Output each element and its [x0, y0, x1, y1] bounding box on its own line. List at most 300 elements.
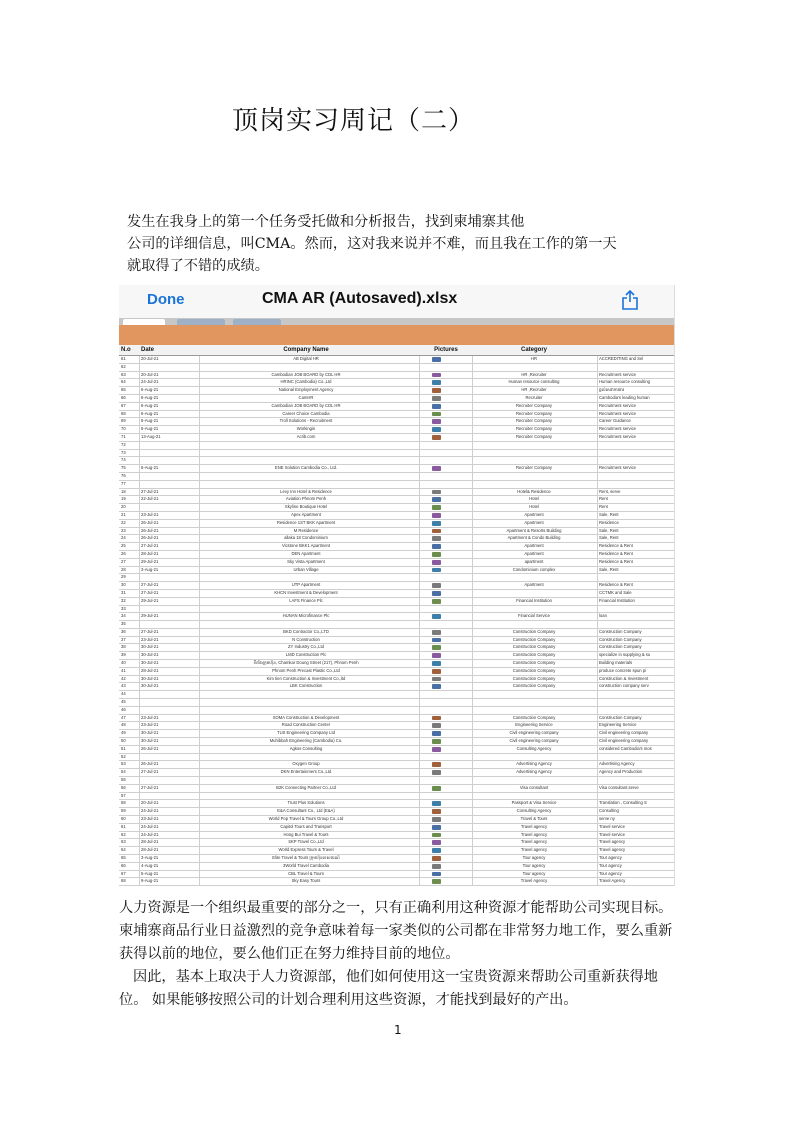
- table-row[interactable]: [119, 504, 674, 512]
- table-cell[interactable]: 64: [121, 379, 126, 385]
- table-cell[interactable]: DKN Entertainment Co.,Ltd: [280, 769, 332, 775]
- table-row[interactable]: [119, 582, 674, 590]
- table-cell[interactable]: Rent: [599, 504, 608, 510]
- table-cell[interactable]: 26: [121, 550, 126, 556]
- table-cell[interactable]: 66: [121, 862, 126, 868]
- table-cell[interactable]: [201, 621, 411, 628]
- table-cell[interactable]: Civil engineering company: [509, 738, 559, 744]
- table-row[interactable]: [119, 598, 674, 606]
- table-row[interactable]: [119, 652, 674, 660]
- table-cell[interactable]: 36: [121, 628, 126, 634]
- table-cell[interactable]: Recruitment service: [599, 402, 637, 408]
- table-cell[interactable]: 4-Aug-21: [141, 862, 159, 868]
- table-cell[interactable]: 6-Aug-21: [141, 410, 159, 416]
- table-cell[interactable]: [141, 504, 181, 511]
- table-cell[interactable]: Oxygen Group: [292, 761, 320, 767]
- table-cell[interactable]: 30-Jul-21: [141, 683, 159, 689]
- table-cell[interactable]: Apartment: [524, 550, 544, 556]
- table-cell[interactable]: World Express Tours & Travel: [278, 847, 334, 853]
- table-cell[interactable]: Tour agency: [599, 870, 622, 876]
- table-cell[interactable]: Apex Apartment: [291, 511, 321, 517]
- table-cell[interactable]: 3World Travel Cambodia: [282, 862, 329, 868]
- table-cell[interactable]: [474, 473, 594, 480]
- table-row[interactable]: [119, 777, 674, 785]
- table-cell[interactable]: 30-Jul-21: [141, 730, 159, 736]
- table-cell[interactable]: Construction Company: [512, 652, 556, 658]
- table-cell[interactable]: [474, 364, 594, 371]
- table-cell[interactable]: [141, 364, 181, 371]
- table-cell[interactable]: 27-Jul-21: [141, 488, 159, 494]
- table-row[interactable]: [119, 465, 674, 473]
- table-cell[interactable]: Road Construction Center: [281, 722, 331, 728]
- table-cell[interactable]: Construction & Investment: [599, 675, 649, 681]
- table-cell[interactable]: [201, 457, 411, 464]
- column-header[interactable]: Category: [520, 347, 547, 353]
- table-cell[interactable]: 67: [121, 870, 126, 876]
- table-cell[interactable]: 66: [121, 394, 126, 400]
- table-cell[interactable]: Residence & Rent: [599, 582, 633, 588]
- table-cell[interactable]: 60: [121, 816, 126, 822]
- table-row[interactable]: [119, 372, 674, 380]
- table-row[interactable]: [119, 621, 674, 629]
- table-cell[interactable]: 30-Jul-21: [141, 644, 159, 650]
- table-cell[interactable]: [201, 364, 411, 371]
- table-cell[interactable]: Residence & Rent: [599, 558, 633, 564]
- table-cell[interactable]: 48: [121, 722, 126, 728]
- table-cell[interactable]: [201, 606, 411, 613]
- table-cell[interactable]: 29-Jul-21: [141, 597, 159, 603]
- table-cell[interactable]: [474, 621, 594, 628]
- table-cell[interactable]: ACCREDITING and Sel: [599, 356, 644, 361]
- table-cell[interactable]: Tour agency: [522, 862, 546, 868]
- table-cell[interactable]: M Residence: [293, 527, 319, 533]
- table-row[interactable]: [119, 559, 674, 567]
- column-header[interactable]: Company Name: [283, 347, 329, 353]
- table-row[interactable]: [119, 878, 674, 886]
- table-cell[interactable]: Phnom Penh Precast Plastic Co.,Ltd: [272, 667, 340, 673]
- table-cell[interactable]: [599, 457, 674, 464]
- table-row[interactable]: [119, 808, 674, 816]
- table-cell[interactable]: Advertising Agency: [599, 761, 635, 767]
- table-row[interactable]: [119, 411, 674, 419]
- table-cell[interactable]: 30-Jul-21: [141, 675, 159, 681]
- table-row[interactable]: [119, 800, 674, 808]
- table-row[interactable]: [119, 832, 674, 840]
- table-cell[interactable]: 71: [121, 433, 126, 439]
- table-row[interactable]: [119, 551, 674, 559]
- table-cell[interactable]: 30: [121, 582, 126, 588]
- table-cell[interactable]: 27: [121, 558, 126, 564]
- table-cell[interactable]: 18: [121, 488, 126, 494]
- table-cell[interactable]: Skyline Boutique Hotel: [284, 504, 328, 510]
- table-cell[interactable]: Levy Inn Hotel & Residence: [280, 488, 332, 494]
- table-row[interactable]: [119, 379, 674, 387]
- table-cell[interactable]: Travel service: [599, 831, 625, 837]
- table-cell[interactable]: Civil engineering company: [599, 730, 649, 736]
- table-cell[interactable]: 26-Jul-21: [141, 519, 159, 525]
- table-cell[interactable]: 28-Jul-21: [141, 839, 159, 845]
- table-cell[interactable]: Travel agency: [520, 831, 548, 837]
- table-cell[interactable]: Civil engineering company: [509, 730, 559, 736]
- table-cell[interactable]: National Employment Agency: [278, 387, 334, 393]
- table-row[interactable]: [119, 520, 674, 528]
- table-cell[interactable]: Recruitment service: [599, 371, 637, 377]
- table-cell[interactable]: 47: [121, 714, 126, 720]
- table-cell[interactable]: 27-Jul-21: [141, 589, 159, 595]
- table-cell[interactable]: 6-Aug-21: [141, 465, 159, 471]
- table-row[interactable]: [119, 793, 674, 801]
- table-cell[interactable]: 77: [121, 480, 126, 486]
- table-row[interactable]: [119, 543, 674, 551]
- table-cell[interactable]: 61: [121, 356, 126, 361]
- table-cell[interactable]: [474, 777, 594, 784]
- table-cell[interactable]: 26-Jul-21: [141, 535, 159, 541]
- table-cell[interactable]: ទីតាំងក្រុមហ៊ុន, Chamkar Doung Street (217), Phnom Penh: [253, 660, 359, 666]
- table-cell[interactable]: [141, 457, 181, 464]
- table-cell[interactable]: Recruitment service: [599, 426, 637, 432]
- table-row[interactable]: [119, 863, 674, 871]
- table-cell[interactable]: Travel Agency: [520, 878, 548, 884]
- table-cell[interactable]: [141, 754, 181, 761]
- table-cell[interactable]: 52: [121, 753, 126, 759]
- table-cell[interactable]: AB Digital HR: [293, 356, 319, 361]
- table-cell[interactable]: [599, 621, 674, 628]
- table-cell[interactable]: SOMA Construction & Development: [272, 714, 340, 720]
- table-cell[interactable]: 6-Aug-21: [141, 418, 159, 424]
- table-cell[interactable]: ផ្តល់សេវាការងារ: [599, 387, 625, 393]
- table-cell[interactable]: 24-Jul-21: [141, 823, 159, 829]
- table-cell[interactable]: [474, 754, 594, 761]
- table-row[interactable]: [119, 606, 674, 614]
- table-cell[interactable]: [141, 707, 181, 714]
- table-cell[interactable]: 39: [121, 652, 126, 658]
- table-cell[interactable]: Troll Solutions - Recruitment: [279, 418, 333, 424]
- table-cell[interactable]: Agency and Production: [599, 769, 643, 775]
- table-cell[interactable]: Construction Company: [512, 714, 556, 720]
- table-cell[interactable]: HR ,Recruiter: [521, 371, 547, 377]
- table-cell[interactable]: Elite Travel & Tours ក្រុមហ៊ុនទេសចរណ៍: [272, 855, 340, 860]
- table-row[interactable]: [119, 434, 674, 442]
- table-cell[interactable]: 59: [121, 808, 126, 814]
- table-cell[interactable]: [201, 793, 411, 800]
- table-cell[interactable]: Residence & Rent: [599, 550, 633, 556]
- table-cell[interactable]: [599, 691, 674, 698]
- table-cell[interactable]: Financial Service: [518, 613, 550, 619]
- table-cell[interactable]: 23-Jul-21: [141, 511, 159, 517]
- table-cell[interactable]: Tour agency: [522, 855, 546, 860]
- table-cell[interactable]: 70: [121, 426, 126, 432]
- table-cell[interactable]: 27-Jul-21: [141, 582, 159, 588]
- table-cell[interactable]: [474, 606, 594, 613]
- table-row[interactable]: [119, 746, 674, 754]
- table-cell[interactable]: Career Choice Cambodia: [282, 410, 330, 416]
- table-cell[interactable]: Travel agency: [599, 839, 626, 845]
- table-cell[interactable]: 73: [121, 449, 126, 455]
- table-cell[interactable]: 53: [121, 761, 126, 767]
- table-cell[interactable]: 13-Aug-21: [141, 433, 161, 439]
- table-row[interactable]: [119, 387, 674, 395]
- table-cell[interactable]: CamHR: [298, 394, 314, 400]
- table-cell[interactable]: [599, 473, 674, 480]
- table-cell[interactable]: 58: [121, 800, 126, 806]
- table-cell[interactable]: 72: [121, 441, 126, 447]
- table-cell[interactable]: 26-Jul-21: [141, 527, 159, 533]
- table-cell[interactable]: Sky Easy Tours: [291, 878, 321, 884]
- table-cell[interactable]: Construction Company: [599, 628, 642, 634]
- table-cell[interactable]: Recruiter Company: [515, 410, 553, 416]
- table-cell[interactable]: Travel agency: [520, 823, 548, 829]
- table-cell[interactable]: Travel & Tours: [520, 816, 548, 822]
- table-cell[interactable]: 19: [121, 496, 126, 502]
- table-cell[interactable]: Rent: [599, 496, 608, 502]
- table-cell[interactable]: DEN Apartment: [291, 550, 321, 556]
- table-cell[interactable]: Apartment: [524, 511, 544, 517]
- table-cell[interactable]: 24-Jul-21: [141, 831, 159, 837]
- table-cell[interactable]: [141, 699, 181, 706]
- column-header[interactable]: N.o: [121, 347, 131, 353]
- table-cell[interactable]: Cambodian JOB BOARD by CDL HR: [271, 402, 341, 408]
- table-cell[interactable]: 63: [121, 371, 126, 377]
- table-cell[interactable]: Recruitment service: [599, 410, 637, 416]
- table-row[interactable]: [119, 761, 674, 769]
- table-cell[interactable]: LBK Construction: [289, 683, 323, 689]
- table-row[interactable]: [119, 535, 674, 543]
- table-cell[interactable]: [201, 707, 411, 714]
- table-row[interactable]: [119, 395, 674, 403]
- table-cell[interactable]: 24-Jul-21: [141, 808, 159, 814]
- table-row[interactable]: [119, 356, 674, 364]
- table-cell[interactable]: [474, 793, 594, 800]
- table-cell[interactable]: considered Cambodia's mos: [599, 745, 652, 751]
- table-row[interactable]: [119, 691, 674, 699]
- table-cell[interactable]: CBL Travel & Tours: [288, 870, 324, 876]
- table-cell[interactable]: Construction Company: [599, 636, 642, 642]
- table-cell[interactable]: 23-Jul-21: [141, 722, 159, 728]
- table-row[interactable]: [119, 567, 674, 575]
- table-row[interactable]: [119, 450, 674, 458]
- table-cell[interactable]: 6-Aug-21: [141, 402, 159, 408]
- table-cell[interactable]: [201, 699, 411, 706]
- table-cell[interactable]: Aviation Phnom Penh: [285, 496, 327, 502]
- table-cell[interactable]: 23: [121, 527, 126, 533]
- table-cell[interactable]: [474, 481, 594, 488]
- table-cell[interactable]: 74: [121, 457, 126, 463]
- table-cell[interactable]: Residence 1ST BKK Apartment: [276, 519, 336, 525]
- table-cell[interactable]: Recruiter Company: [515, 402, 553, 408]
- table-row[interactable]: [119, 683, 674, 691]
- table-cell[interactable]: [599, 793, 674, 800]
- table-cell[interactable]: Recruiter: [525, 394, 543, 400]
- table-cell[interactable]: Advertising Agency: [516, 769, 552, 775]
- table-row[interactable]: [119, 754, 674, 762]
- table-cell[interactable]: 21: [121, 511, 126, 517]
- table-cell[interactable]: ZY Industry Co.,Ltd: [288, 644, 324, 650]
- table-cell[interactable]: [141, 606, 181, 613]
- table-cell[interactable]: 26-Jul-21: [141, 745, 159, 751]
- table-cell[interactable]: Hotel& Residence: [517, 488, 551, 494]
- table-cell[interactable]: Recruiter Company: [515, 426, 553, 432]
- table-cell[interactable]: Tour agency: [599, 862, 622, 868]
- table-row[interactable]: [119, 738, 674, 746]
- table-cell[interactable]: Civil engineering company: [599, 738, 649, 744]
- table-cell[interactable]: HUNAN Microfinance Plc: [282, 613, 330, 619]
- table-cell[interactable]: Rent, serve: [599, 488, 621, 494]
- table-cell[interactable]: 3-Aug-21: [141, 855, 159, 860]
- table-row[interactable]: [119, 816, 674, 824]
- table-cell[interactable]: HR ,Recruiter: [521, 387, 547, 393]
- table-cell[interactable]: CCTMK and Sale: [599, 589, 632, 595]
- table-cell[interactable]: 27-Jul-21: [141, 769, 159, 775]
- table-cell[interactable]: [141, 574, 181, 581]
- table-row[interactable]: [119, 824, 674, 832]
- table-cell[interactable]: 6-Aug-21: [141, 387, 159, 393]
- table-cell[interactable]: Building materials: [599, 660, 633, 666]
- table-cell[interactable]: Sky Vista Apartment: [287, 558, 325, 564]
- table-cell[interactable]: [599, 699, 674, 706]
- table-cell[interactable]: 24: [121, 535, 126, 541]
- table-cell[interactable]: 29-Jul-21: [141, 613, 159, 619]
- table-cell[interactable]: [201, 473, 411, 480]
- table-cell[interactable]: Travel agency: [520, 847, 548, 853]
- table-row[interactable]: [119, 660, 674, 668]
- table-cell[interactable]: Consulting Agency: [516, 745, 552, 751]
- table-row[interactable]: [119, 855, 674, 863]
- table-cell[interactable]: 63: [121, 839, 126, 845]
- table-cell[interactable]: Passport & Visa Service: [511, 800, 557, 806]
- table-cell[interactable]: 75: [121, 465, 126, 471]
- table-cell[interactable]: Recruiter Company: [515, 418, 553, 424]
- table-cell[interactable]: LAFS Finance Plc: [289, 597, 323, 603]
- table-row[interactable]: [119, 403, 674, 411]
- table-cell[interactable]: [599, 442, 674, 449]
- table-cell[interactable]: Urban Village: [293, 566, 319, 572]
- table-cell[interactable]: 28: [121, 566, 126, 572]
- table-row[interactable]: [119, 769, 674, 777]
- table-cell[interactable]: 9-Aug-21: [141, 878, 159, 884]
- table-cell[interactable]: 38: [121, 644, 126, 650]
- table-cell[interactable]: 23-Jul-21: [141, 714, 159, 720]
- table-cell[interactable]: Consulting Agency: [516, 808, 552, 814]
- table-row[interactable]: [119, 418, 674, 426]
- table-cell[interactable]: [599, 777, 674, 784]
- table-cell[interactable]: 28-Jul-21: [141, 550, 159, 556]
- table-cell[interactable]: Construction Company: [512, 667, 556, 673]
- table-cell[interactable]: [599, 574, 674, 581]
- table-cell[interactable]: 57: [121, 792, 126, 798]
- table-cell[interactable]: Agkos Consulting: [289, 745, 323, 751]
- table-cell[interactable]: Apartment: [524, 543, 544, 549]
- table-cell[interactable]: Financial Institution: [516, 597, 552, 603]
- table-cell[interactable]: 62: [121, 363, 126, 369]
- table-row[interactable]: [119, 481, 674, 489]
- table-cell[interactable]: [474, 574, 594, 581]
- table-row[interactable]: [119, 489, 674, 497]
- table-cell[interactable]: Construction Company: [512, 660, 556, 666]
- table-cell[interactable]: 28-Jul-21: [141, 667, 159, 673]
- table-cell[interactable]: Trust Plus Solutions: [287, 800, 325, 806]
- table-cell[interactable]: allaka 18 Condominium: [284, 535, 328, 541]
- table-cell[interactable]: 29-Jul-21: [141, 558, 159, 564]
- table-cell[interactable]: 43: [121, 683, 126, 689]
- table-cell[interactable]: SKP Travel Co.,Ltd: [288, 839, 324, 845]
- table-cell[interactable]: Acrib.com: [296, 433, 316, 439]
- table-cell[interactable]: 20-Jul-21: [141, 356, 159, 361]
- table-cell[interactable]: 35: [121, 621, 126, 627]
- column-header[interactable]: Date: [141, 347, 155, 353]
- table-cell[interactable]: 33: [121, 605, 126, 611]
- table-cell[interactable]: 6-Aug-21: [141, 426, 159, 432]
- table-cell[interactable]: Translation , Consulting S: [599, 800, 647, 806]
- table-cell[interactable]: 23-Jul-21: [141, 636, 159, 642]
- table-cell[interactable]: 32: [121, 597, 126, 603]
- table-cell[interactable]: Residence: [599, 519, 619, 525]
- table-cell[interactable]: Recruiter Company: [515, 433, 553, 439]
- table-row[interactable]: [119, 590, 674, 598]
- table-cell[interactable]: Consulting: [599, 808, 619, 814]
- table-cell[interactable]: Kim tien Construction & Investment Co.,ltd: [266, 675, 346, 681]
- table-cell[interactable]: Tour agency: [522, 870, 546, 876]
- table-cell[interactable]: [474, 590, 594, 597]
- table-cell[interactable]: 69: [121, 418, 126, 424]
- table-cell[interactable]: Travel Agency: [599, 878, 626, 884]
- table-cell[interactable]: [474, 699, 594, 706]
- table-cell[interactable]: Apartment: [524, 519, 544, 525]
- table-cell[interactable]: 41: [121, 667, 126, 673]
- table-row[interactable]: [119, 699, 674, 707]
- table-cell[interactable]: Engineering Service: [515, 722, 553, 728]
- table-row[interactable]: [119, 730, 674, 738]
- table-cell[interactable]: Construction Company: [512, 644, 556, 650]
- table-cell[interactable]: [141, 793, 181, 800]
- column-header[interactable]: [599, 345, 674, 355]
- table-row[interactable]: [119, 496, 674, 504]
- table-cell[interactable]: 45: [121, 699, 126, 705]
- table-row[interactable]: [119, 847, 674, 855]
- table-row[interactable]: [119, 457, 674, 465]
- table-cell[interactable]: [141, 777, 181, 784]
- table-cell[interactable]: [201, 481, 411, 488]
- table-row[interactable]: [119, 871, 674, 879]
- table-cell[interactable]: Construction Company: [599, 644, 642, 650]
- table-cell[interactable]: 54: [121, 769, 126, 775]
- table-cell[interactable]: BKD Contractor Co.,LTD: [283, 628, 329, 634]
- table-cell[interactable]: 20: [121, 504, 126, 510]
- table-cell[interactable]: Tour agency: [599, 855, 622, 860]
- table-cell[interactable]: 30-Jul-21: [141, 652, 159, 658]
- table-cell[interactable]: Construction Company: [512, 628, 556, 634]
- table-cell[interactable]: 65: [121, 387, 126, 393]
- table-row[interactable]: [119, 668, 674, 676]
- share-icon[interactable]: [621, 290, 639, 310]
- table-cell[interactable]: 25: [121, 543, 126, 549]
- table-cell[interactable]: Advertising Agency: [516, 761, 552, 767]
- table-cell[interactable]: 27-Jul-21: [141, 784, 159, 790]
- table-cell[interactable]: [474, 457, 594, 464]
- table-cell[interactable]: 67: [121, 402, 126, 408]
- table-cell[interactable]: construction company serv: [599, 683, 649, 689]
- table-cell[interactable]: LMD Construction Plc: [285, 652, 327, 658]
- table-row[interactable]: [119, 722, 674, 730]
- table-cell[interactable]: [599, 606, 674, 613]
- table-cell[interactable]: Recruiter Company: [515, 465, 553, 471]
- table-cell[interactable]: [141, 473, 181, 480]
- table-row[interactable]: [119, 637, 674, 645]
- table-cell[interactable]: Recruitment service: [599, 465, 637, 471]
- table-cell[interactable]: [474, 442, 594, 449]
- table-cell[interactable]: [201, 442, 411, 449]
- table-cell[interactable]: [201, 574, 411, 581]
- table-cell[interactable]: [141, 442, 181, 449]
